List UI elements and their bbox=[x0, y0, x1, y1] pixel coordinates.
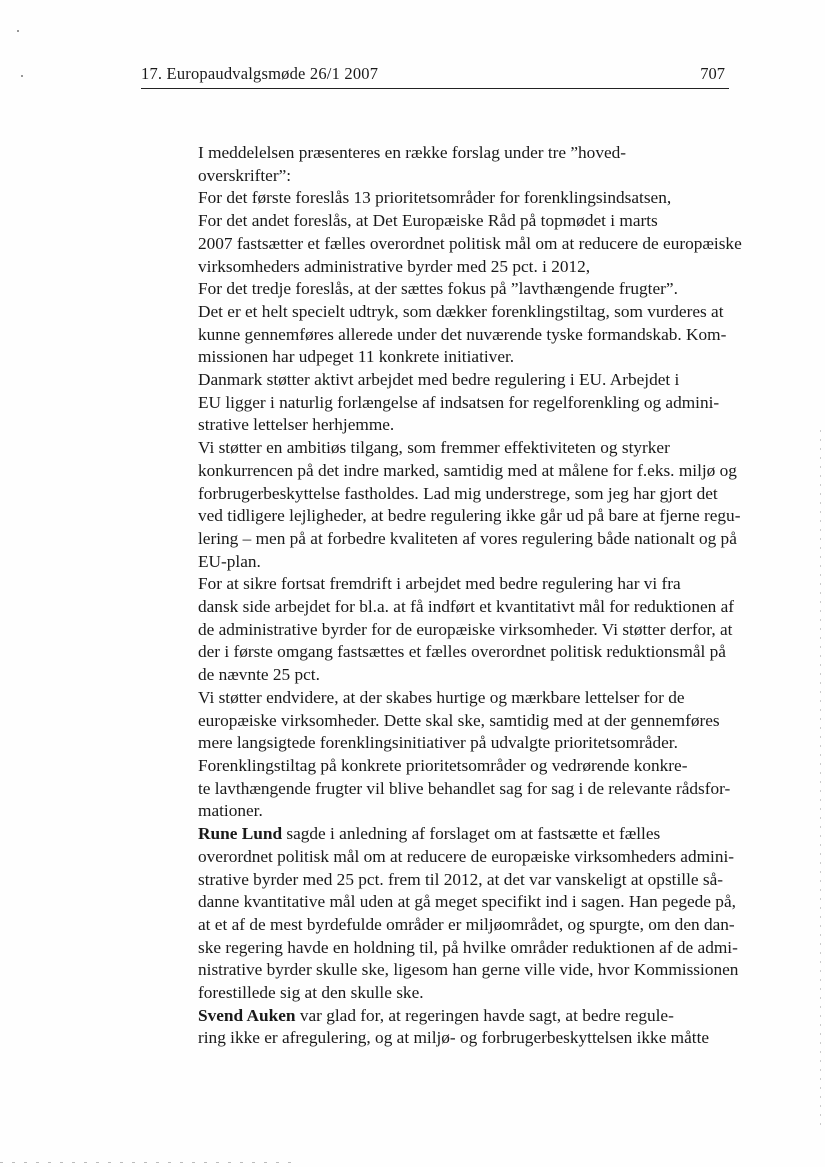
text-line: kunne gennemføres allerede under det nuværende tyske formandskab. Kom- bbox=[198, 324, 727, 344]
speaker-name: Svend Auken bbox=[198, 1005, 296, 1025]
text-line: Vi støtter endvidere, at der skabes hurtige og mærkbare lettelser for de bbox=[198, 687, 685, 707]
text-line: ved tidligere lejligheder, at bedre regulering ikke går ud på bare at fjerne regu- bbox=[198, 506, 741, 526]
scan-speck bbox=[21, 75, 23, 77]
text-line: Det er et helt specielt udtryk, som dækker forenklingstiltag, som vurderes at bbox=[198, 301, 724, 321]
text-line bbox=[141, 1005, 729, 1028]
text-line: For det tredje foreslås, at der sættes fokus på ”lavthængende frugter”. bbox=[198, 279, 678, 299]
text-line: EU-plan. bbox=[198, 551, 261, 571]
scan-bottom-artifact bbox=[0, 1162, 300, 1163]
page-header bbox=[141, 60, 729, 89]
text-line: missionen har udpeget 11 konkrete initiativer. bbox=[198, 347, 515, 367]
paragraph bbox=[141, 187, 729, 210]
text-line: mationer. bbox=[198, 801, 263, 821]
paragraph bbox=[141, 278, 729, 369]
text-line: 2007 fastsætter et fælles overordnet politisk mål om at reducere de europæiske bbox=[198, 233, 742, 253]
body-text bbox=[141, 142, 742, 1050]
text-line: europæiske virksomheder. Dette skal ske, samtidig med at der gennemføres bbox=[198, 710, 720, 730]
paragraph bbox=[141, 823, 739, 1005]
text-line: der i første omgang fastsættes et fælles overordnet politisk reduktionsmål på bbox=[198, 642, 726, 662]
text-line: For det første foreslås 13 prioritetsområder for forenklingsindsatsen, bbox=[198, 188, 672, 208]
text-line bbox=[141, 823, 729, 846]
speaker-name: Rune Lund bbox=[198, 824, 283, 844]
header-title: 17. Europaudvalgsmøde 26/1 2007 bbox=[141, 64, 379, 83]
text-line: de administrative byrder for de europæiske virksomheder. Vi støtter derfor, at bbox=[198, 619, 733, 639]
text-line: nistrative byrder skulle ske, ligesom han gerne ville vide, hvor Kommissionen bbox=[198, 960, 739, 980]
text-line: danne kvantitative mål uden at gå meget specifikt ind i sagen. Han pegede på, bbox=[198, 892, 736, 912]
text-line: strative lettelser herhjemme. bbox=[198, 415, 395, 435]
scan-speck bbox=[17, 30, 19, 32]
text-line: konkurrencen på det indre marked, samtidig med at målene for f.eks. miljø og bbox=[198, 460, 737, 480]
text-line: EU ligger i naturlig forlængelse af indsatsen for regelforenkling og admini- bbox=[198, 392, 720, 412]
text-line: forbrugerbeskyttelse fastholdes. Lad mig understrege, som jeg har gjort det bbox=[198, 483, 718, 503]
text-line: For at sikre fortsat fremdrift i arbejdet med bedre regulering har vi fra bbox=[198, 574, 681, 594]
text-line: de nævnte 25 pct. bbox=[198, 665, 320, 685]
paragraph bbox=[141, 369, 729, 437]
paragraph bbox=[141, 755, 729, 823]
text-line: I meddelelsen præsenteres en række forslag under tre ”hoved- bbox=[198, 143, 627, 162]
text-line: ske regering havde en holdning til, på hvilke områder reduktionen af de admi- bbox=[198, 937, 738, 957]
text-line-rest: var glad for, at regeringen havde sagt, at bedre regule- bbox=[295, 1005, 674, 1025]
text-line: overskrifter”: bbox=[198, 165, 292, 185]
text-line: For det andet foreslås, at Det Europæiske Råd på topmødet i marts bbox=[198, 211, 658, 231]
text-line: Vi støtter en ambitiøs tilgang, som fremmer effektiviteten og styrker bbox=[198, 438, 670, 458]
text-line: forestillede sig at den skulle ske. bbox=[198, 983, 424, 1003]
paragraph bbox=[141, 1005, 729, 1050]
text-line: ring ikke er afregulering, og at miljø- og forbrugerbeskyttelsen ikke måtte bbox=[198, 1028, 710, 1048]
text-line: lering – men på at forbedre kvaliteten af vores regulering både nationalt og på bbox=[198, 528, 737, 548]
paragraph bbox=[141, 142, 729, 187]
text-line-rest: sagde i anledning af forslaget om at fastsætte et fælles bbox=[282, 824, 661, 844]
text-line: dansk side arbejdet for bl.a. at få indført et kvantitativt mål for reduktionen af bbox=[198, 597, 735, 617]
text-line: virksomheders administrative byrder med 25 pct. i 2012, bbox=[198, 256, 591, 276]
text-line: at et af de mest byrdefulde områder er miljøområdet, og spurgte, om den dan- bbox=[198, 914, 735, 934]
paragraph bbox=[141, 573, 735, 687]
text-line: Danmark støtter aktivt arbejdet med bedre regulering i EU. Arbejdet i bbox=[198, 370, 680, 390]
scan-edge-artifact bbox=[820, 430, 821, 1130]
text-line: te lavthængende frugter vil blive behandlet sag for sag i de relevante rådsfor- bbox=[198, 778, 731, 798]
text-line: overordnet politisk mål om at reducere de europæiske virksomheders admini- bbox=[198, 846, 735, 866]
paragraph bbox=[141, 210, 742, 278]
text-line: mere langsigtede forenklingsinitiativer på udvalgte prioritetsområder. bbox=[198, 733, 678, 753]
text-line: strative byrder med 25 pct. frem til 2012, at det var vanskeligt at opstille så- bbox=[198, 869, 724, 889]
paragraph bbox=[141, 437, 741, 573]
text-line: Forenklingstiltag på konkrete prioritetsområder og vedrørende konkre- bbox=[198, 755, 688, 775]
paragraph bbox=[141, 687, 729, 755]
page-number: 707 bbox=[700, 64, 725, 83]
